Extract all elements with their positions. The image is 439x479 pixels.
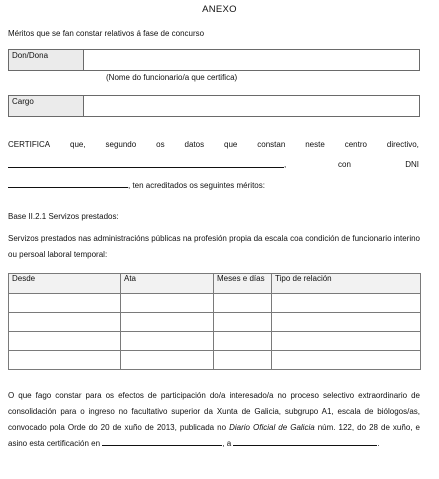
table-cell[interactable] bbox=[214, 351, 272, 370]
table-cell[interactable] bbox=[9, 332, 121, 351]
servizos-text: Servizos prestados nas administracións públicas na profesión propia da escala coa condición de funcionario interino ou persoal laboral temporal: bbox=[8, 234, 420, 259]
table-cell[interactable] bbox=[214, 313, 272, 332]
certifica-tail: , ten acreditados os seguintes méritos: bbox=[128, 181, 265, 190]
closing-paragraph bbox=[8, 388, 420, 452]
header-ata: Ata bbox=[121, 274, 214, 294]
con-text: con bbox=[338, 160, 351, 169]
header-tipo: Tipo de relación bbox=[272, 274, 421, 294]
certifica-line-2: , con DNI bbox=[8, 160, 419, 172]
certifica-word: segundo bbox=[105, 140, 137, 149]
closing-end: . bbox=[377, 439, 380, 448]
closing-mid: , a bbox=[222, 439, 234, 448]
table-cell[interactable] bbox=[272, 332, 421, 351]
page-title: ANEXO bbox=[202, 4, 237, 15]
certifica-word: centro bbox=[344, 140, 367, 149]
header-desde: Desde bbox=[9, 274, 121, 294]
closing-part1: O que fago constar para os efectos de participación do/a interesado/a no proceso selectivo extraordinario de consolidación para o ingreso no facultativo superior da Xunta de Galicia, subgrupo A1, escala de biólogos/as, convocado pola Orde do 20 de xuño de 2013, publicada no bbox=[8, 391, 420, 432]
table-cell[interactable] bbox=[121, 332, 214, 351]
table-cell[interactable] bbox=[121, 294, 214, 313]
closing-part2: núm. 122, do 28 de xuño, e asino esta certificación en bbox=[8, 423, 420, 448]
don-dona-field[interactable] bbox=[8, 49, 420, 71]
table-cell[interactable] bbox=[214, 332, 272, 351]
table-header-row bbox=[9, 274, 421, 294]
certifica-word: os bbox=[156, 140, 165, 149]
certifica-word: que bbox=[224, 140, 238, 149]
table-row bbox=[9, 351, 421, 370]
table-row bbox=[9, 332, 421, 351]
certifica-word: directivo, bbox=[386, 140, 419, 149]
certifica-word: CERTIFICA bbox=[8, 140, 51, 149]
servizos-table bbox=[8, 273, 421, 370]
table-cell[interactable] bbox=[121, 351, 214, 370]
blank-place-line[interactable] bbox=[102, 438, 222, 446]
funcionario-note: (Nome do funcionario/a que certifica) bbox=[106, 73, 238, 82]
certifica-word: constan bbox=[257, 140, 286, 149]
blank-name-line[interactable] bbox=[8, 160, 284, 168]
blank-dni-line[interactable] bbox=[8, 180, 128, 188]
dni-text: DNI bbox=[405, 160, 419, 169]
table-cell[interactable] bbox=[9, 351, 121, 370]
header-meses: Meses e días bbox=[214, 274, 272, 294]
cargo-field[interactable] bbox=[8, 95, 420, 117]
certifica-line-3 bbox=[8, 180, 265, 190]
table-cell[interactable] bbox=[272, 313, 421, 332]
closing-italic: Diario Oficial de Galicia bbox=[229, 423, 315, 432]
certifica-word: que, bbox=[70, 140, 86, 149]
certifica-word: neste bbox=[305, 140, 325, 149]
certifica-word: datos bbox=[184, 140, 205, 149]
table-cell[interactable] bbox=[272, 294, 421, 313]
table-row bbox=[9, 313, 421, 332]
cargo-label: Cargo bbox=[9, 96, 84, 116]
table-row bbox=[9, 294, 421, 313]
base-heading: Base II.2.1 Servizos prestados: bbox=[8, 212, 119, 221]
subtitle: Méritos que se fan constar relativos á fase de concurso bbox=[8, 29, 205, 38]
table-cell[interactable] bbox=[9, 313, 121, 332]
table-cell[interactable] bbox=[9, 294, 121, 313]
certifica-line bbox=[8, 140, 419, 149]
table-cell[interactable] bbox=[272, 351, 421, 370]
blank-date-line[interactable] bbox=[233, 438, 380, 448]
table-cell[interactable] bbox=[214, 294, 272, 313]
table-cell[interactable] bbox=[121, 313, 214, 332]
don-dona-label: Don/Dona bbox=[9, 50, 84, 70]
